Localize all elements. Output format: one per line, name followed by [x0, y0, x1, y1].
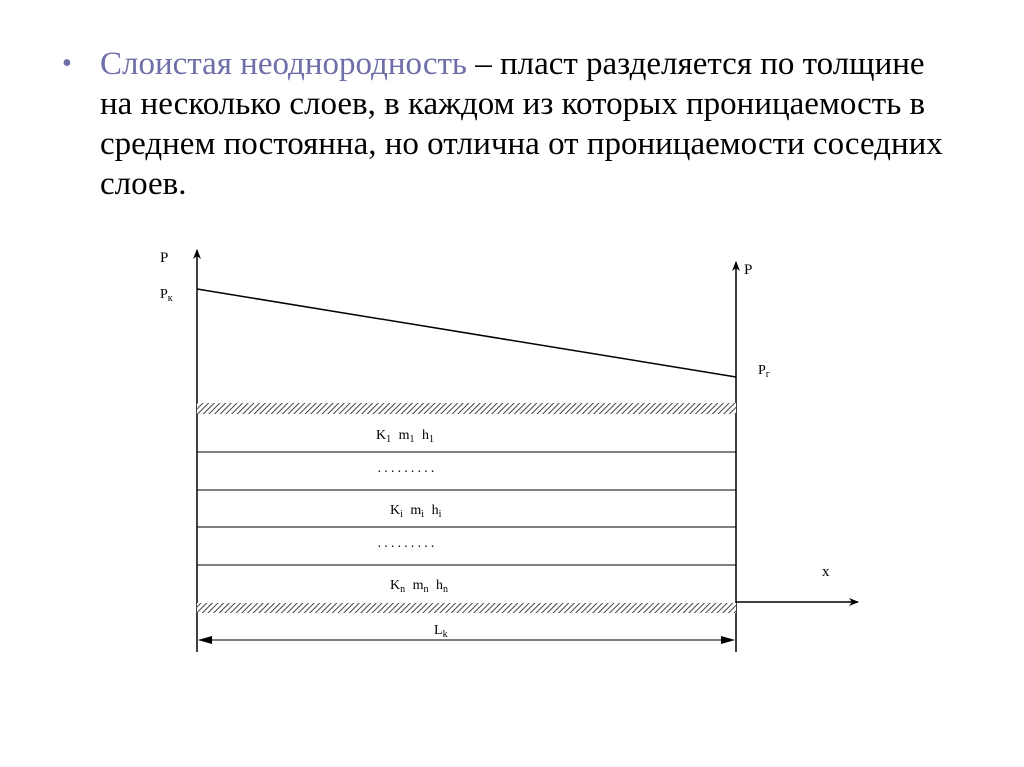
layer-i-params: $K_i$ $m_i$ $h_i$: [390, 503, 442, 520]
layer-ellipsis: ·········: [377, 540, 437, 555]
top-impermeable-boundary: [197, 403, 736, 414]
layer-n-params: $K_n$ $m_n$ $h_n$: [390, 578, 449, 595]
layer-1-params: $K_1$ $m_1$ $h_1$: [376, 428, 435, 445]
term-definition: – пласт разделяется по толщине на несколько слоев, в каждом из которых проницаемость в среднем постоянна, но отлична от проницаемости соседних слоев.: [100, 46, 943, 202]
pressure-drop-line: [197, 289, 736, 377]
bottom-impermeable-boundary: [197, 603, 736, 613]
length-arrowhead-right: [721, 636, 735, 644]
term-heading: Слоистая неоднородность: [100, 46, 467, 82]
length-arrowhead-left: [198, 636, 212, 644]
left-axis-label: P: [160, 250, 169, 266]
right-axis-label: P: [744, 262, 753, 278]
layer-ellipsis: ·········: [377, 465, 437, 480]
bullet-point: •: [62, 48, 72, 79]
x-axis-label: x: [822, 564, 830, 580]
pressure-right-label: $P_г$: [758, 363, 770, 380]
pressure-left-label: $P_к$: [160, 287, 173, 304]
length-label: $L_k$: [434, 623, 448, 640]
